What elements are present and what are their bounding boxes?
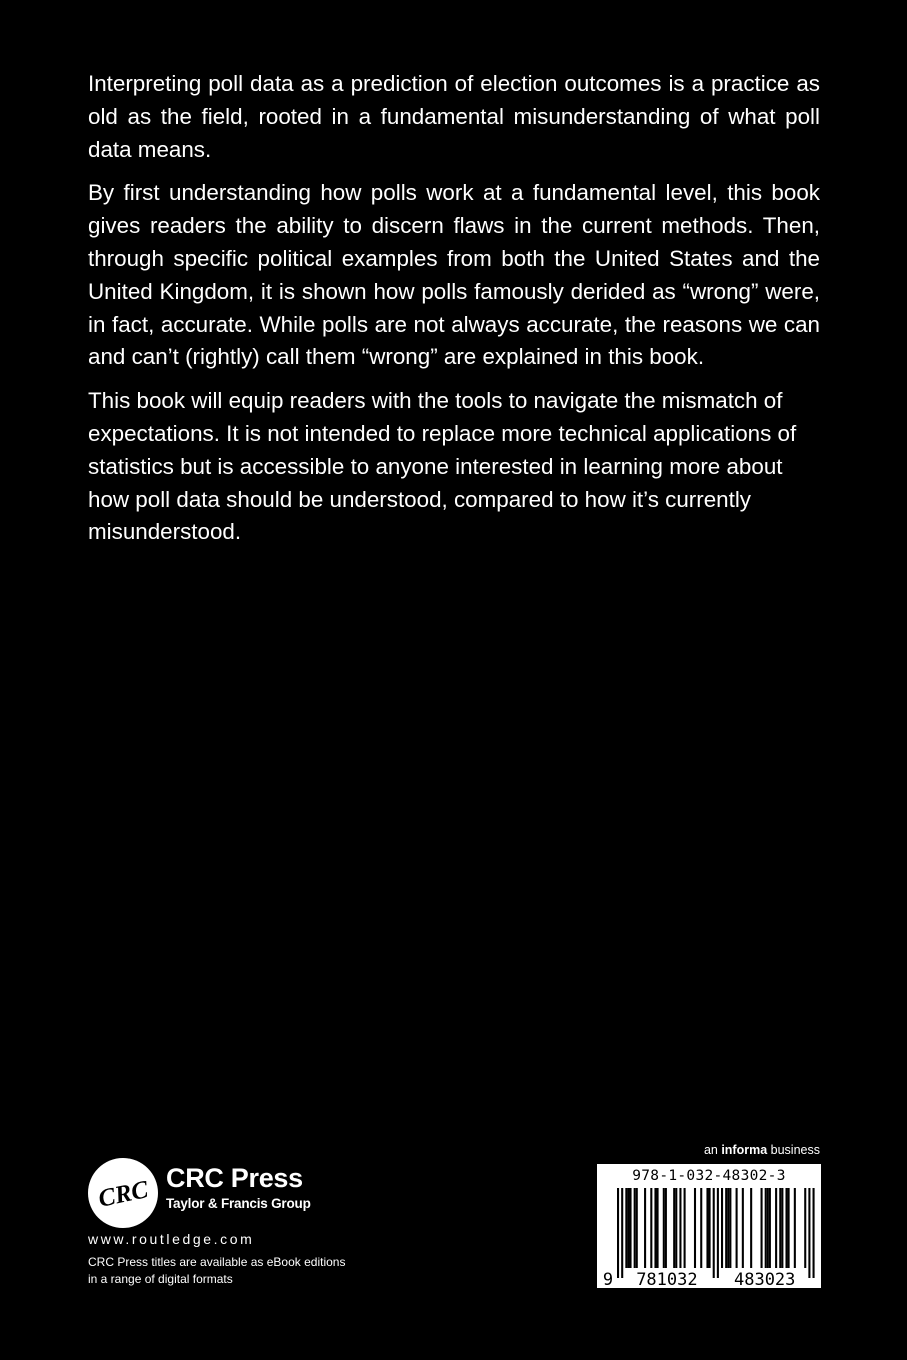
barcode-bar xyxy=(804,1188,806,1268)
blurb-paragraph-3: This book will equip readers with the tools to navigate the mismatch of expectations. It is not intended to replace more technical applications of statistics but is accessible to anyone interested in learning more about how poll data should be understood, compared to how it’s currently misunderstood. xyxy=(88,388,797,545)
barcode-bar xyxy=(673,1188,675,1268)
barcode-guard-bar xyxy=(717,1188,719,1278)
barcode-bar xyxy=(679,1188,681,1268)
barcode-bar xyxy=(775,1188,777,1268)
barcode-guard-bar xyxy=(713,1188,715,1278)
barcode-bar xyxy=(721,1188,723,1268)
barcode-bar xyxy=(785,1188,787,1268)
publisher-group: Taylor & Francis Group xyxy=(166,1196,311,1211)
publisher-block xyxy=(88,1158,388,1298)
barcode-bar xyxy=(629,1188,631,1268)
barcode-bar xyxy=(742,1188,744,1268)
barcode-bar xyxy=(684,1188,686,1268)
informa-suffix: business xyxy=(770,1143,820,1157)
barcode-bar xyxy=(675,1188,677,1268)
blurb-paragraph-2: By first understanding how polls work at a fundamental level, this book gives readers the ability to discern flaws in the current methods. Then, through specific political examples from both the United States and the United Kingdom, it is shown how polls famously derided as “wrong” were, in fact, accurate. While polls are not always accurate, the reasons we can and can’t (rightly) call them “wrong” are explained in this book. xyxy=(88,180,820,370)
barcode-bar xyxy=(654,1188,656,1268)
barcode-bar xyxy=(729,1188,731,1268)
barcode-bar xyxy=(750,1188,752,1268)
barcode-bar xyxy=(769,1188,771,1268)
publisher-website-link[interactable]: www.routledge.com xyxy=(88,1231,255,1247)
barcode-bars xyxy=(597,1186,821,1288)
ebook-note-line-2: in a range of digital formats xyxy=(88,1272,233,1286)
barcode-bar xyxy=(706,1188,708,1268)
blurb-paragraph-1: Interpreting poll data as a prediction of election outcomes is a practice as old as the field, rooted in a fundamental misunderstanding of what poll data means. xyxy=(88,71,820,162)
barcode-bar xyxy=(725,1188,727,1268)
isbn-barcode xyxy=(597,1164,821,1288)
barcode-bar xyxy=(736,1188,738,1268)
barcode-bar xyxy=(694,1188,696,1268)
barcode-bar xyxy=(794,1188,796,1268)
barcode-bar xyxy=(634,1188,636,1268)
barcode-guard-bar xyxy=(621,1188,623,1278)
barcode-bar xyxy=(625,1188,627,1268)
barcode-bar xyxy=(665,1188,667,1268)
informa-prefix: an xyxy=(703,1143,718,1157)
barcode-bar xyxy=(761,1188,763,1268)
barcode-guard-bar xyxy=(808,1188,810,1278)
barcode-bar xyxy=(644,1188,646,1268)
barcode-bar xyxy=(650,1188,652,1268)
svg-text:CRC: CRC xyxy=(96,1176,151,1213)
barcode-bar xyxy=(657,1188,659,1268)
barcode-bar xyxy=(767,1188,769,1268)
informa-business-label xyxy=(704,1143,820,1157)
informa-brand: informa xyxy=(721,1143,768,1157)
barcode-bar xyxy=(788,1188,790,1268)
ebook-note-line-1: CRC Press titles are available as eBook editions xyxy=(88,1255,346,1269)
crc-press-logo xyxy=(88,1158,158,1228)
barcode-bar xyxy=(636,1188,638,1268)
barcode-bar xyxy=(709,1188,711,1268)
barcode-bar xyxy=(663,1188,665,1268)
barcode-guard-bar xyxy=(813,1188,815,1278)
barcode-bar xyxy=(727,1188,729,1268)
barcode-bar xyxy=(781,1188,783,1268)
barcode-bar xyxy=(627,1188,629,1268)
isbn-number: 978-1-032-48302-3 xyxy=(632,1168,786,1184)
back-cover-blurb xyxy=(88,68,820,560)
ebook-availability-note xyxy=(88,1254,348,1288)
barcode-bar xyxy=(779,1188,781,1268)
barcode-guard-bar xyxy=(617,1188,619,1278)
barcode-right-digits: 483023 xyxy=(733,1270,796,1288)
publisher-name: CRC Press xyxy=(166,1163,303,1193)
barcode-bar xyxy=(700,1188,702,1268)
barcode-first-digit: 9 xyxy=(602,1270,614,1288)
barcode-left-digits: 781032 xyxy=(636,1270,698,1288)
barcode-bar xyxy=(765,1188,767,1268)
